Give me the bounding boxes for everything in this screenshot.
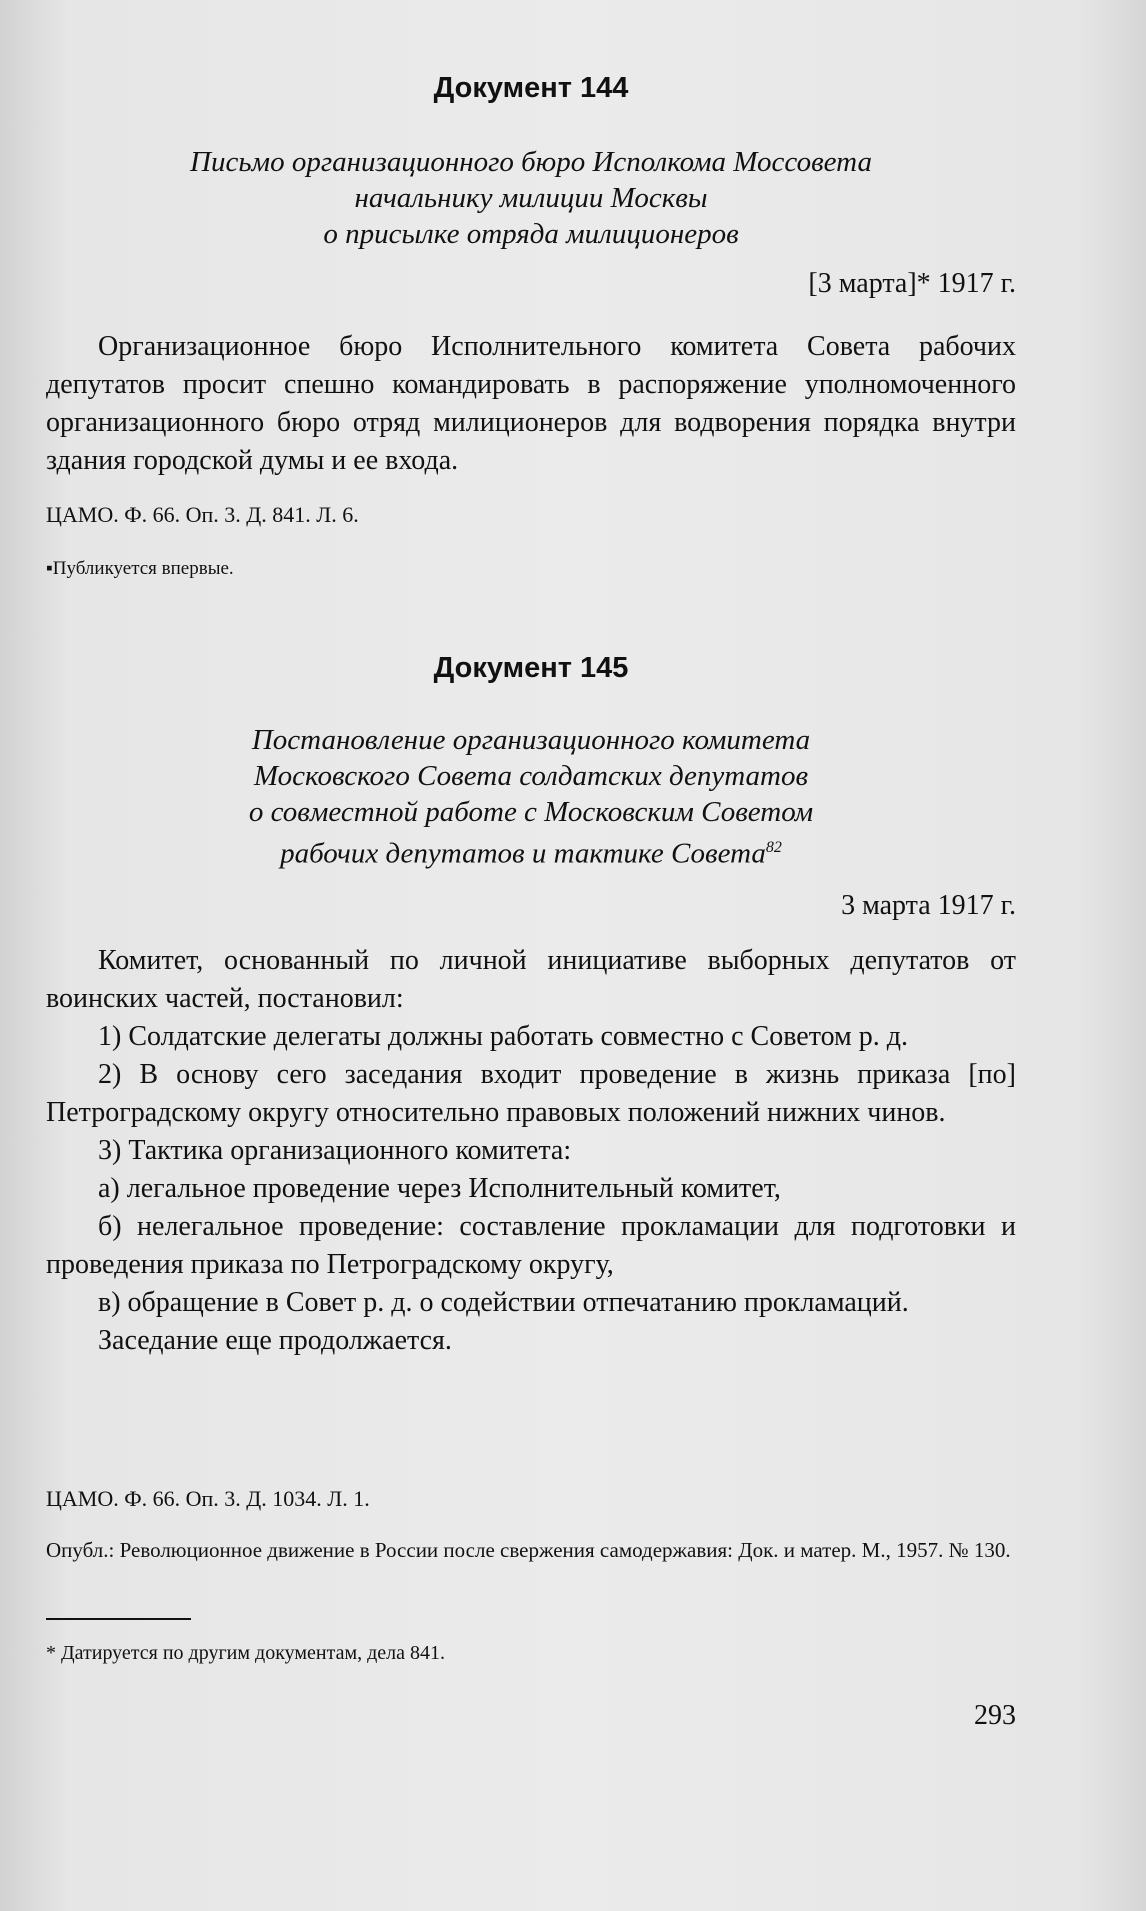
doc145-subtitle-line-last [46, 830, 1016, 872]
doc145-subtitle-line: рабочих депутатов и тактике Совета [280, 837, 766, 870]
doc145-published-ref: Опубл.: Революционное движение в России после свержения самодержавия: Док. и матер. М., 1957. № 130. [46, 1538, 1011, 1562]
doc145-date: 3 марта 1917 г. [841, 890, 1016, 921]
doc145-subtitle-line: о совместной работе с Московским Советом [248, 796, 814, 828]
doc145-heading: Документ 145 [433, 652, 629, 684]
doc144-note [46, 558, 1016, 580]
doc145-archive-ref: ЦАМО. Ф. 66. Оп. 3. Д. 1034. Л. 1. [46, 1486, 370, 1511]
doc144-body [46, 328, 1016, 480]
doc145-paragraph: 3) Тактика организационного комитета: [98, 1135, 572, 1166]
page-number: 293 [974, 1700, 1016, 1731]
doc145-subtitle-line: Постановление организационного комитета [251, 724, 811, 756]
doc145-paragraph: 1) Солдатские делегаты должны работать совместно с Советом р. д. [98, 1021, 909, 1052]
doc145-paragraph: Заседание еще продолжается. [98, 1325, 452, 1356]
doc145-body [46, 942, 1016, 1360]
doc145-paragraph: а) легальное проведение через Исполнительный комитет, [98, 1173, 781, 1204]
doc144-subtitle [46, 144, 1016, 252]
doc144-subtitle-line: о присылке отряда милиционеров [323, 218, 739, 250]
doc145-subtitle-line: Московского Совета солдатских депутатов [253, 760, 809, 792]
doc145-paragraph: 2) В основу сего заседания входит проведение в жизнь приказа [по] Петроградскому округу относительно правовых положений нижних чинов. [46, 1059, 1016, 1128]
doc144-heading: Документ 144 [433, 72, 629, 104]
doc145-paragraph: б) нелегальное проведение: составление прокламации для подготовки и проведения приказа по Петроградскому округу, [46, 1211, 1016, 1280]
doc145-subtitle-reference: 82 [765, 839, 782, 856]
doc145-subtitle [46, 722, 1016, 872]
note-bullet: ▪ [46, 558, 53, 579]
doc145-paragraph: в) обращение в Совет р. д. о содействии отпечатанию прокламаций. [98, 1287, 909, 1318]
footnote: * Датируется по другим документам, дела 841. [46, 1642, 446, 1664]
doc144-date: [3 марта]* 1917 г. [808, 268, 1016, 299]
doc144-note-text: Публикуется впервые. [52, 558, 234, 579]
doc145-paragraph: Комитет, основанный по личной инициативе выборных депутатов от воинских частей, постановил: [46, 945, 1016, 1014]
footnote-divider [46, 1618, 191, 1620]
doc144-archive-ref: ЦАМО. Ф. 66. Оп. 3. Д. 841. Л. 6. [46, 502, 359, 527]
doc144-paragraph: Организационное бюро Исполнительного комитета Совета рабочих депутатов просит спешно командировать в распоряжение уполномоченного организационного бюро отряд милиционеров для водворения порядка внутри здания городской думы и ее входа. [46, 331, 1016, 476]
doc144-subtitle-line: начальнику милиции Москвы [354, 182, 708, 214]
doc144-subtitle-line: Письмо организационного бюро Исполкома Моссовета [190, 146, 872, 178]
